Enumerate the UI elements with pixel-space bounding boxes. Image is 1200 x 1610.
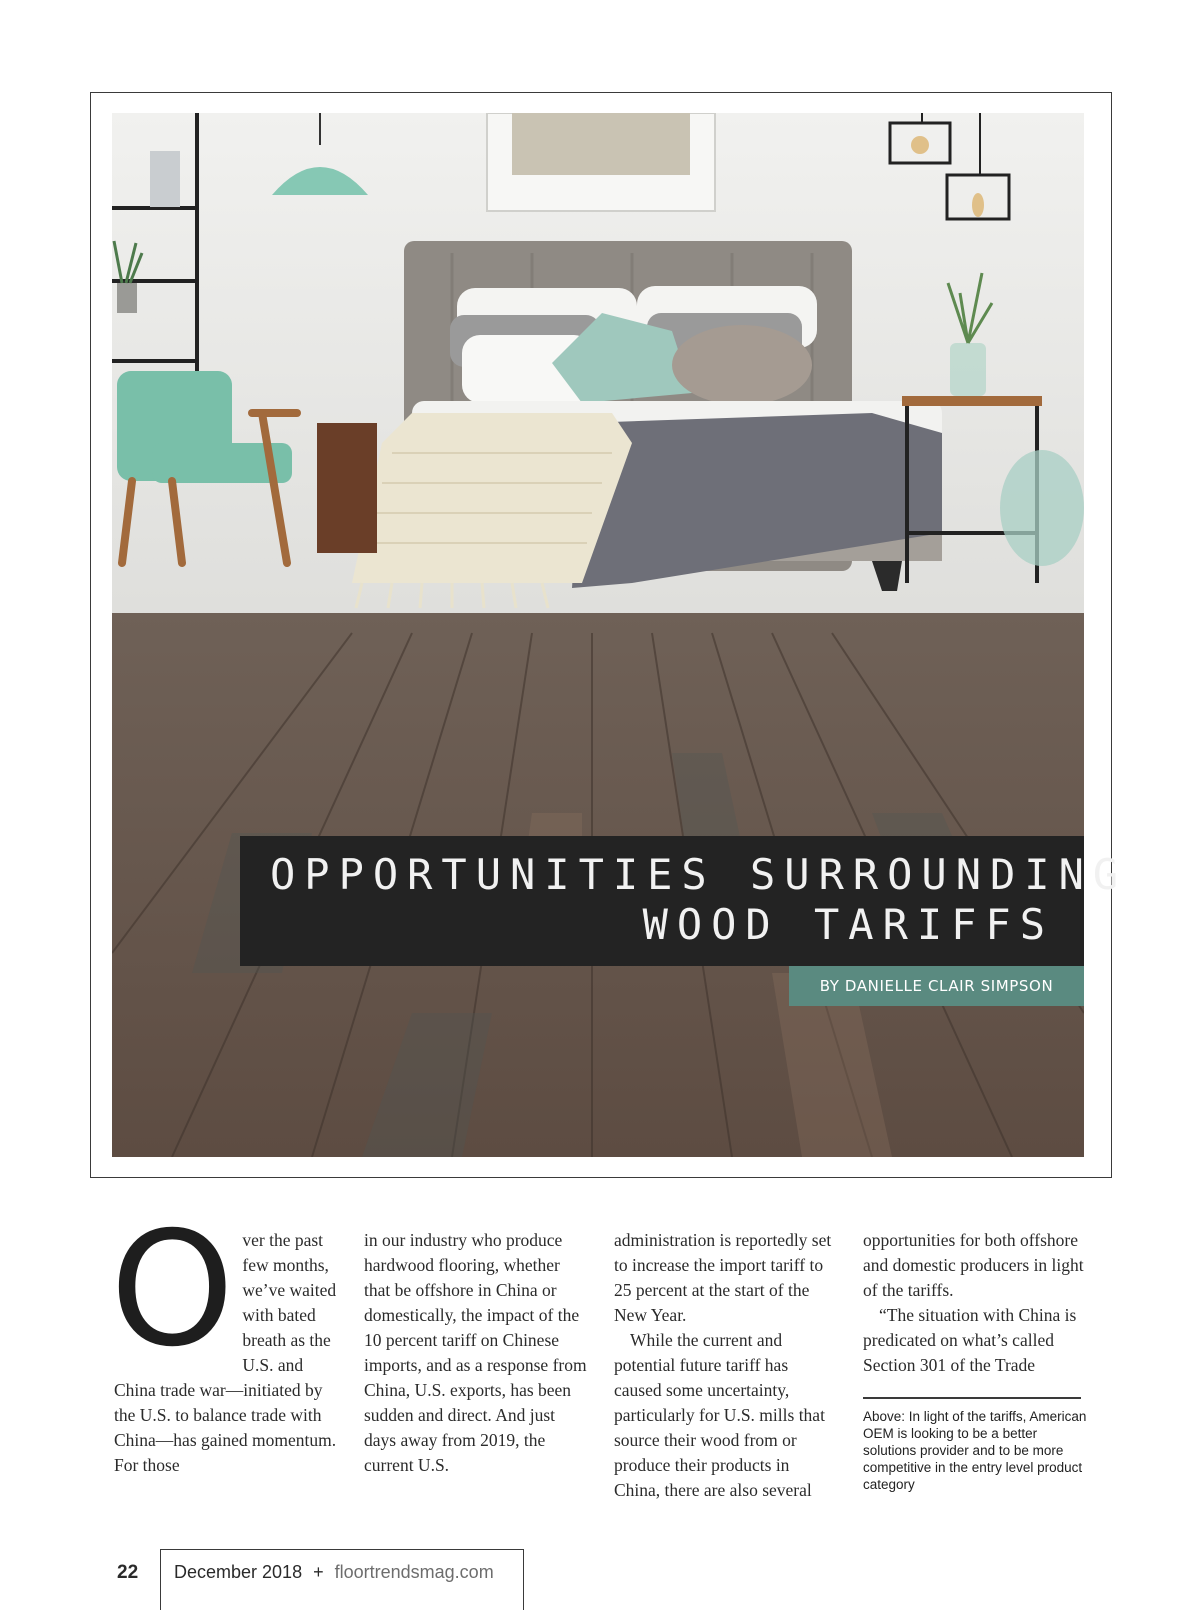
body-paragraph: administration is reportedly set to increase the import tariff to 25 percent at the start of the New Year. — [614, 1230, 832, 1325]
caption-divider — [863, 1397, 1081, 1399]
article-title-block — [240, 836, 1128, 966]
body-paragraph: “The situation with China is predicated on what’s called Section 301 of the Trade — [863, 1305, 1077, 1375]
body-column-2 — [364, 1228, 589, 1478]
body-column-1 — [110, 1198, 339, 1478]
body-text: in our industry who produce hardwood flooring, whether that be offshore in China or domestically, the impact of the 10 percent tariff on Chinese imports, and as a response from China, U.S. exports, has been sudden and direct. And just days away from 2019, the current U.S. — [364, 1230, 587, 1475]
issue-date: December 2018 — [174, 1562, 303, 1582]
article-title-line-2: WOOD TARIFFS — [642, 900, 1054, 949]
page-number: 22 — [117, 1562, 139, 1583]
body-column-4 — [863, 1228, 1085, 1378]
body-paragraph: While the current and potential future tariff has caused some uncertainty, particularly for U.S. mills that source their wood from or produce their products in China, there are also several — [614, 1330, 825, 1500]
photo-caption: Above: In light of the tariffs, American OEM is looking to be a better solutions provider and to be more competitive in the entry level product category — [863, 1409, 1087, 1492]
body-paragraph: opportunities for both offshore and domestic producers in light of the tariffs. — [863, 1230, 1084, 1300]
article-byline: BY DANIELLE CLAIR SIMPSON — [789, 966, 1084, 1006]
body-text: ver the past few months, we’ve waited with bated breath as the U.S. and China trade war—initiated by the U.S. to balance trade with China—has gained momentum. For those — [114, 1230, 337, 1475]
drop-cap: O — [110, 1198, 235, 1382]
footer-separator: + — [313, 1562, 324, 1582]
website-link[interactable]: floortrendsmag.com — [334, 1562, 494, 1582]
footer-folio — [174, 1562, 494, 1583]
body-column-3 — [614, 1228, 839, 1503]
article-title-line-1: OPPORTUNITIES SURROUNDING — [270, 850, 1128, 899]
